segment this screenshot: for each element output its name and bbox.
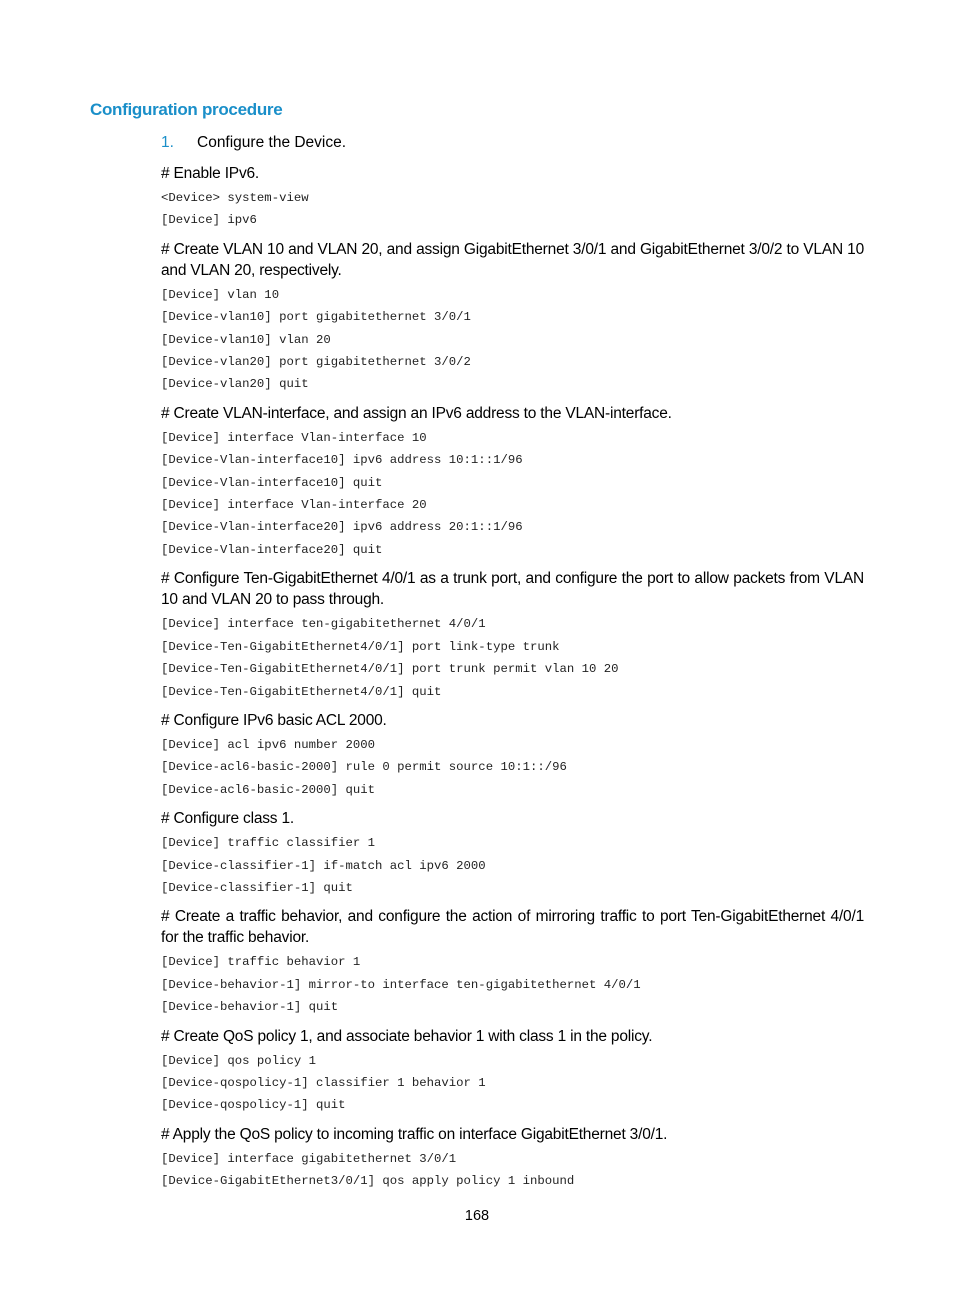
code-line: [Device] traffic classifier 1: [161, 836, 376, 851]
code-line: [Device-GigabitEthernet3/0/1] qos apply policy 1 inbound: [161, 1174, 575, 1189]
instruction-text: # Configure Ten-GigabitEthernet 4/0/1 as a trunk port, and configure the port to allow packets from VLAN 10 and VLAN 20 to pass through.: [161, 570, 864, 609]
code-block: [161, 613, 864, 703]
code-line: [Device-qospolicy-1] quit: [161, 1098, 346, 1113]
code-line: [Device] interface Vlan-interface 20: [161, 498, 427, 513]
instruction-text: # Configure class 1.: [161, 810, 294, 828]
code-line: [Device] vlan 10: [161, 287, 280, 302]
code-block: [161, 1050, 864, 1117]
instruction-text: # Enable IPv6.: [161, 165, 260, 182]
code-line: [Device] qos policy 1: [161, 1053, 316, 1068]
instruction-text: # Create QoS policy 1, and associate behavior 1 with class 1 in the policy.: [161, 1027, 653, 1045]
code-block: [161, 427, 864, 561]
code-block: [161, 284, 864, 396]
code-line: [Device-classifier-1] quit: [161, 880, 353, 895]
code-line: [Device] ipv6: [161, 213, 257, 228]
code-line: <Device> system-view: [161, 191, 309, 205]
code-line: [Device-Vlan-interface10] quit: [161, 475, 383, 490]
code-line: [Device-Ten-GigabitEthernet4/0/1] port link-type trunk: [161, 639, 560, 654]
code-line: [Device-Vlan-interface10] ipv6 address 10:1::1/96: [161, 453, 523, 468]
code-block: [161, 187, 864, 232]
instruction-text: # Apply the QoS policy to incoming traffic on interface GigabitEthernet 3/0/1.: [161, 1125, 668, 1143]
code-line: [Device-Ten-GigabitEthernet4/0/1] quit: [161, 684, 442, 699]
code-line: [Device-acl6-basic-2000] rule 0 permit source 10:1::/96: [161, 760, 567, 775]
instruction-text: # Create VLAN 10 and VLAN 20, and assign GigabitEthernet 3/0/1 and GigabitEthernet 3/0/2 to VLAN 10 and VLAN 20, respectively.: [161, 240, 864, 279]
code-line: [Device] traffic behavior 1: [161, 955, 361, 970]
code-line: [Device-acl6-basic-2000] quit: [161, 782, 376, 797]
code-line: [Device] interface ten-gigabitethernet 4/0/1: [161, 617, 486, 632]
code-block: [161, 734, 864, 801]
instruction-text: # Configure IPv6 basic ACL 2000.: [161, 711, 387, 729]
code-line: [Device] interface gigabitethernet 3/0/1: [161, 1151, 457, 1166]
step-number: 1.: [161, 134, 174, 151]
code-line: [Device-Vlan-interface20] ipv6 address 20:1::1/96: [161, 520, 523, 535]
step-text: Configure the Device.: [197, 134, 347, 151]
code-line: [Device-Vlan-interface20] quit: [161, 542, 383, 557]
code-line: [Device-vlan20] port gigabitethernet 3/0/2: [161, 355, 471, 370]
code-line: [Device] acl ipv6 number 2000: [161, 737, 376, 752]
code-line: [Device] interface Vlan-interface 10: [161, 430, 427, 445]
code-line: [Device-behavior-1] quit: [161, 1000, 339, 1015]
section-heading: Configuration procedure: [90, 100, 283, 119]
code-line: [Device-vlan10] port gigabitethernet 3/0/1: [161, 310, 471, 325]
code-line: [Device-Ten-GigabitEthernet4/0/1] port trunk permit vlan 10 20: [161, 662, 619, 677]
code-line: [Device-vlan10] vlan 20: [161, 332, 331, 347]
code-block: [161, 951, 864, 1018]
code-line: [Device-classifier-1] if-match acl ipv6 2000: [161, 858, 486, 873]
code-line: [Device-vlan20] quit: [161, 377, 309, 392]
step-item: [161, 134, 346, 152]
page-number: 168: [464, 1208, 490, 1224]
procedure-content: [161, 163, 864, 1200]
instruction-text: # Create VLAN-interface, and assign an IPv6 address to the VLAN-interface.: [161, 404, 672, 422]
code-line: [Device-behavior-1] mirror-to interface ten-gigabitethernet 4/0/1: [161, 977, 641, 992]
code-block: [161, 1148, 864, 1193]
code-line: [Device-qospolicy-1] classifier 1 behavior 1: [161, 1075, 486, 1090]
instruction-text: # Create a traffic behavior, and configure the action of mirroring traffic to port Ten-GigabitEthernet 4/0/1 for the traffic behavior.: [161, 908, 864, 947]
code-block: [161, 832, 864, 899]
